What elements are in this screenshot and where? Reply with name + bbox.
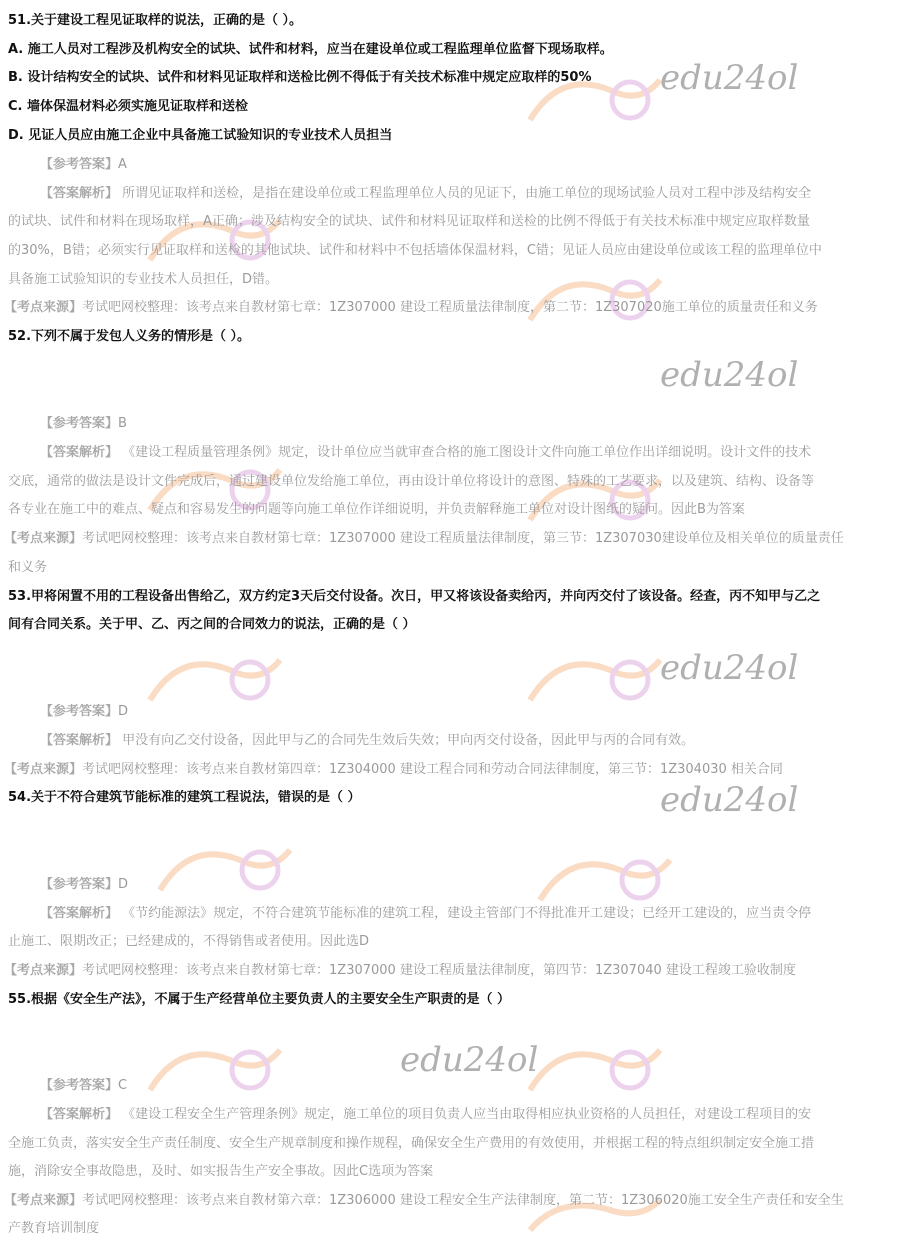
question-53-stem: 53.甲将闲置不用的工程设备出售给乙，双方约定3天后交付设备。次日，甲又将该设备卖给丙，并向丙交付了该设备。经查，丙不知甲与乙之 <box>8 589 821 604</box>
question-51-explanation: 【答案解析】 所谓见证取样和送检，是指在建设单位或工程监理单位人员的见证下，由施工单位的现场试验人员对工程中涉及结构安全 <box>40 186 812 201</box>
question-53-stem-line: 间有合同关系。关于甲、乙、丙之间的合同效力的说法，正确的是（ ） <box>8 617 416 632</box>
watermark-edu24ol: edu24ol <box>660 355 799 395</box>
question-55-explanation-line: 全施工负责，落实安全生产责任制度、安全生产规章制度和操作规程，确保安全生产费用的有效使用，并根据工程的特点组织制定安全施工措 <box>8 1136 815 1151</box>
question-52-source-line: 和义务 <box>8 560 48 575</box>
question-53-answer: 【参考答案】D <box>40 704 129 719</box>
question-51-stem: 51.关于建设工程见证取样的说法，正确的是（ ）。 <box>8 13 303 28</box>
question-52-stem: 52.下列不属于发包人义务的情形是（ ）。 <box>8 329 251 344</box>
question-51-explanation-line: 的试块、试件和材料在现场取样，A正确；涉及结构安全的试块、试件和材料见证取样和送检的比例不得低于有关技术标准中规定应取样数量 <box>8 214 810 229</box>
question-51-answer: 【参考答案】A <box>40 157 127 172</box>
watermark-edu24ol: edu24ol <box>660 780 799 820</box>
question-54-explanation-line: 止施工、限期改正；已经建成的，不得销售或者使用。因此选D <box>8 934 370 949</box>
question-51-option-d: D. 见证人员应由施工企业中具备施工试验知识的专业技术人员担当 <box>8 128 393 143</box>
question-52-explanation-line: 各专业在施工中的难点、疑点和容易发生的问题等向施工单位作详细说明，并负责解释施工单位对设计图纸的疑问。因此B为答案 <box>8 502 745 517</box>
question-55-source-line: 产教育培训制度 <box>8 1221 100 1236</box>
question-51-source: 【考点来源】考试吧网校整理：该考点来自教材第七章：1Z307000 建设工程质量法律制度，第二节：1Z307020施工单位的质量责任和义务 <box>4 300 818 315</box>
question-51-option-a: A. 施工人员对工程涉及机构安全的试块、试件和材料，应当在建设单位或工程监理单位监督下现场取样。 <box>8 42 613 57</box>
question-53-explanation: 【答案解析】 甲没有向乙交付设备，因此甲与乙的合同先生效后失效；甲向丙交付设备，因此甲与丙的合同有效。 <box>40 733 695 748</box>
watermark-edu24ol: edu24ol <box>400 1040 539 1080</box>
watermark-exam8-logo <box>140 450 290 540</box>
question-51-option-b: B. 设计结构安全的试块、试件和材料见证取样和送检比例不得低于有关技术标准中规定应取样的50% <box>8 70 592 85</box>
question-52-explanation-line: 交底，通常的做法是设计文件完成后，通过建设单位发给施工单位，再由设计单位将设计的意图、特殊的工艺要求，以及建筑、结构、设备等 <box>8 474 815 489</box>
question-54-explanation: 【答案解析】 《节约能源法》规定，不符合建筑节能标准的建筑工程，建设主管部门不得批准开工建设；已经开工建设的，应当责令停 <box>40 906 812 921</box>
question-54-source: 【考点来源】考试吧网校整理：该考点来自教材第七章：1Z307000 建设工程质量法律制度，第四节：1Z307040 建设工程竣工验收制度 <box>4 963 796 978</box>
question-54-answer: 【参考答案】D <box>40 877 129 892</box>
question-55-explanation-line: 施，消除安全事故隐患，及时、如实报告生产安全事故。因此C选项为答案 <box>8 1164 434 1179</box>
question-51-option-c: C. 墙体保温材料必须实施见证取样和送检 <box>8 99 249 114</box>
watermark-edu24ol: edu24ol <box>660 648 799 688</box>
question-52-source: 【考点来源】考试吧网校整理：该考点来自教材第七章：1Z307000 建设工程质量法律制度，第三节：1Z307030建设单位及相关单位的质量责任 <box>4 531 844 546</box>
question-55-explanation: 【答案解析】 《建设工程安全生产管理条例》规定，施工单位的项目负责人应当由取得相应执业资格的人员担任，对建设工程项目的安 <box>40 1107 812 1122</box>
question-54-stem: 54.关于不符合建筑节能标准的建筑工程说法，错误的是（ ） <box>8 790 361 805</box>
question-52-answer: 【参考答案】B <box>40 416 127 431</box>
question-52-explanation: 【答案解析】 《建设工程质量管理条例》规定，设计单位应当就审查合格的施工图设计文件向施工单位作出详细说明。设计文件的技术 <box>40 445 812 460</box>
question-55-stem: 55.根据《安全生产法》，不属于生产经营单位主要负责人的主要安全生产职责的是（ ） <box>8 992 511 1007</box>
question-51-explanation-line: 的30%，B错；必须实行见证取样和送检的其他试块、试件和材料中不包括墙体保温材料，C错；见证人员应由建设单位或该工程的监理单位中 <box>8 243 822 258</box>
watermark-edu24ol: edu24ol <box>660 58 799 98</box>
question-53-source: 【考点来源】考试吧网校整理：该考点来自教材第四章：1Z304000 建设工程合同和劳动合同法律制度，第三节：1Z304030 相关合同 <box>4 762 783 777</box>
question-55-source: 【考点来源】考试吧网校整理：该考点来自教材第六章：1Z306000 建设工程安全生产法律制度，第二节：1Z306020施工安全生产责任和安全生 <box>4 1193 844 1208</box>
question-51-explanation-line: 具备施工试验知识的专业技术人员担任，D错。 <box>8 272 279 287</box>
question-55-answer: 【参考答案】C <box>40 1078 128 1093</box>
